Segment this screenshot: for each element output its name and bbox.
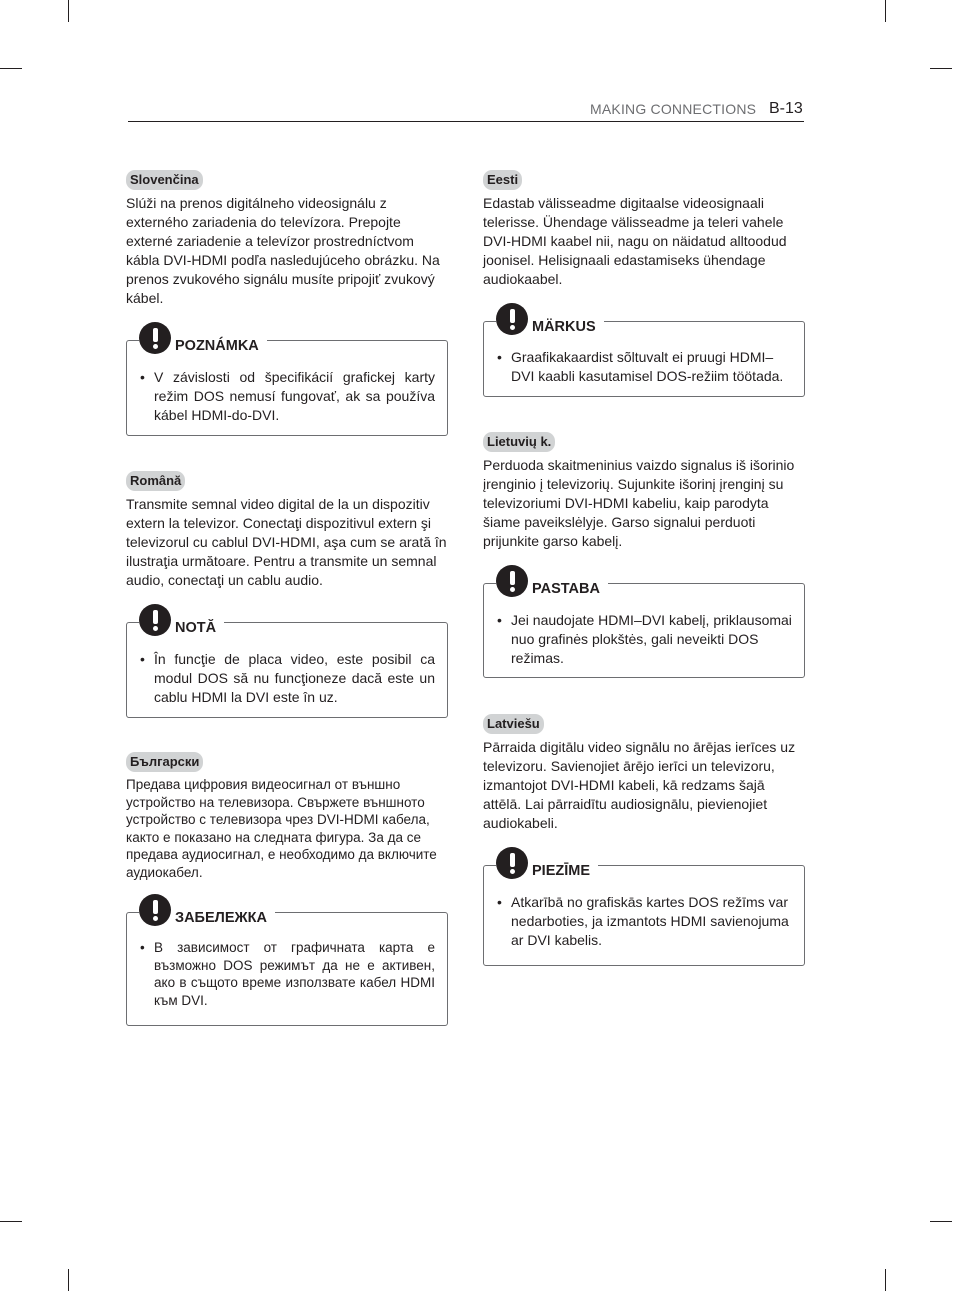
- language-badge: Български: [126, 752, 203, 772]
- page-number: B-13: [769, 100, 803, 117]
- note-box: [483, 583, 805, 678]
- note-title: MÄRKUS: [532, 319, 596, 335]
- note-title: POZNÁMKA: [175, 338, 259, 354]
- note-box: [126, 912, 448, 1026]
- note-item: • Graafikakaardist sõltuvalt ei pruugi HDMI–DVI kaabli kasutamisel DOS-režiim töötada.: [497, 348, 792, 386]
- note-lietuviu: [483, 563, 805, 679]
- section-body: Edastab välisseadme digitaalse videosignaali telerisse. Ühendage välisseadme ja teleri vahele DVI-HDMI kaabel nii, nagu on näidatud alltoodud joonisel. Helisignaali edastamiseks ühendage audiokaabel.: [483, 195, 787, 287]
- exclamation-icon: [139, 894, 171, 926]
- note-title: PIEZĪME: [532, 863, 591, 879]
- note-box: [126, 622, 448, 718]
- exclamation-icon: [496, 847, 528, 879]
- note-box: [483, 865, 805, 966]
- note-eesti: [483, 301, 805, 398]
- section-body: Предава цифровия видеосигнал от външно устройство на телевизора. Свържете външното устройство с телевизора чрез DVI-HDMI кабела, както е показано на следната фигура. За да се предава аудиосигнал, е необходимо да включите аудиокабел.: [126, 777, 437, 880]
- section-slovencina: [126, 170, 448, 308]
- section-romana: [126, 471, 448, 590]
- exclamation-icon: [496, 303, 528, 335]
- crop-mark: [930, 1221, 952, 1222]
- note-item: • Jei naudojate HDMI–DVI kabelį, priklausomai nuo grafinės plokštės, gali neveikti DOS režimas.: [497, 611, 792, 668]
- crop-mark: [885, 1269, 886, 1291]
- note-header: [139, 602, 224, 636]
- note-bulgarski: [126, 892, 448, 1026]
- note-item: • Atkarībā no grafiskās kartes DOS režīms var nedarboties, ja izmantots HDMI savienojuma ar DVI kabelis.: [497, 893, 792, 950]
- note-title: PASTABA: [532, 581, 600, 597]
- language-badge: Eesti: [483, 170, 522, 190]
- note-header: [139, 892, 275, 926]
- section-body: Perduoda skaitmeninius vaizdo signalus iš išorinio įrenginio į televizorių. Sujunkite išorinį įrenginį su televizoriumi DVI-HDMI kabeliu, kaip parodyta šiame paveikslėlyje. Garso signalui perduoti prijunkite garso kabelį.: [483, 457, 795, 549]
- section-eesti: [483, 170, 805, 289]
- note-title: NOTĂ: [175, 620, 217, 636]
- language-badge: Latviešu: [483, 714, 544, 734]
- section-body: Transmite semnal video digital de la un dispozitiv extern la televizor. Conectaţi dispozitivul extern şi televizorul cu cablul DVI-HDMI, aşa cum se arată în ilustraţia următoare. Pentru a transmite un semnal audio, conectaţi un cablu audio.: [126, 496, 447, 588]
- language-badge: Slovenčina: [126, 170, 203, 190]
- note-item: • В зависимост от графичната карта е възможно DOS режимът да не е активен, ако в същото време използвате кабел HDMI към DVI.: [140, 939, 435, 1009]
- header-section-title: MAKING CONNECTIONS: [590, 101, 757, 117]
- exclamation-icon: [139, 604, 171, 636]
- note-item: • În funcţie de placa video, este posibil ca modul DOS să nu funcţioneze dacă este un cablu HDMI la DVI este în uz.: [140, 650, 435, 707]
- exclamation-icon: [139, 322, 171, 354]
- crop-mark: [0, 1221, 22, 1222]
- note-box: [126, 340, 448, 436]
- crop-mark: [885, 0, 886, 22]
- note-slovencina: [126, 320, 448, 436]
- note-header: [496, 563, 608, 597]
- header-divider: [128, 121, 804, 122]
- crop-mark: [68, 0, 69, 22]
- crop-mark: [930, 68, 952, 69]
- language-badge: Română: [126, 471, 185, 491]
- note-romana: [126, 602, 448, 718]
- note-title: ЗАБЕЛЕЖКА: [175, 910, 267, 926]
- note-header: [496, 301, 604, 335]
- note-header: [139, 320, 267, 354]
- language-badge: Lietuvių k.: [483, 432, 555, 452]
- section-lietuviu: [483, 432, 805, 551]
- crop-mark: [68, 1269, 69, 1291]
- note-header: [496, 845, 598, 879]
- section-body: Pārraida digitālu video signālu no ārējas ierīces uz televizoru. Savienojiet ārējo ierīci un televizoru, izmantojot DVI-HDMI kabeli, kā redzams šajā attēlā. Lai pārraidītu audiosignālu, pievienojiet audiokabeli.: [483, 739, 796, 831]
- section-latviesu: [483, 714, 805, 833]
- note-latviesu: [483, 845, 805, 967]
- note-item: • V závislosti od špecifikácií grafickej karty režim DOS nemusí fungovať, ak sa používa kábel HDMI-do-DVI.: [140, 368, 435, 425]
- section-bulgarski: [126, 752, 448, 881]
- exclamation-icon: [496, 565, 528, 597]
- crop-mark: [0, 68, 22, 69]
- section-body: Slúži na prenos digitálneho videosignálu z externého zariadenia do televízora. Prepojte externé zariadenie a televízor prostredníctvom kábla DVI-HDMI podľa nasledujúceho obrázku. Na prenos zvukového signálu musíte pripojiť zvukový kábel.: [126, 195, 440, 306]
